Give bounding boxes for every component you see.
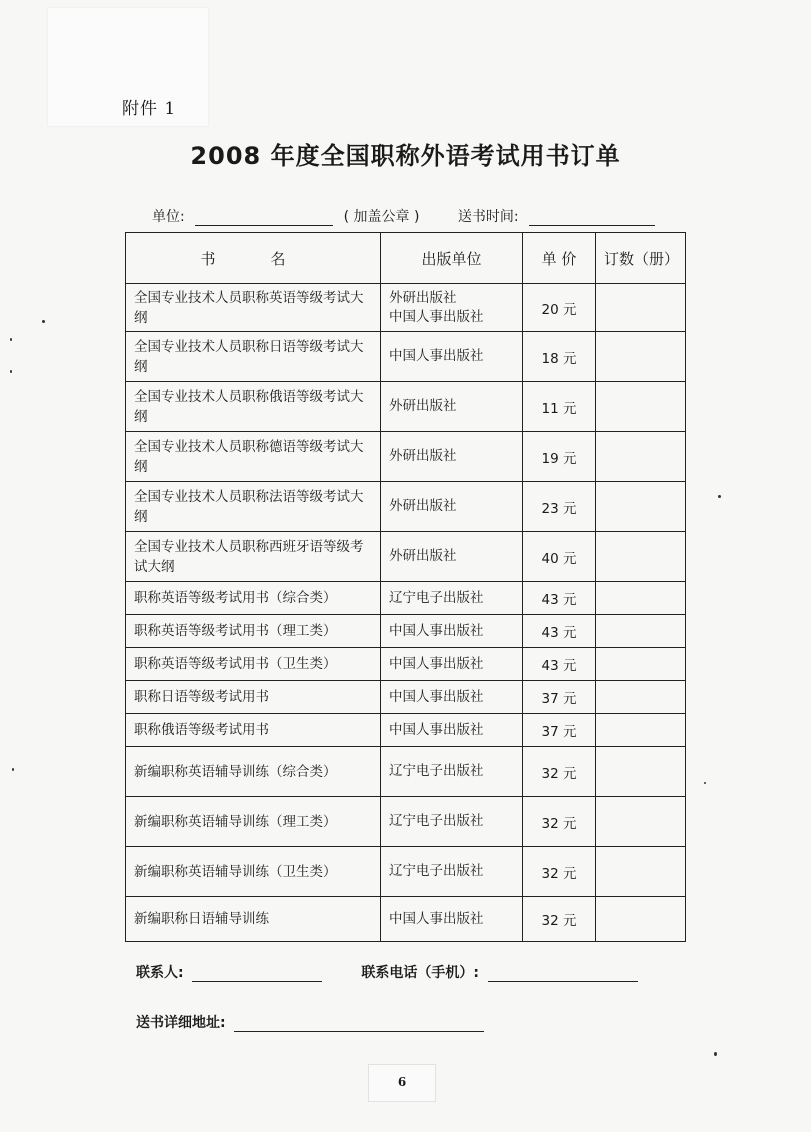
table-row xyxy=(126,615,686,648)
publisher-cell: 辽宁电子出版社 xyxy=(381,847,523,897)
table-row xyxy=(126,897,686,942)
book-name-cell: 职称俄语等级考试用书 xyxy=(126,714,381,747)
publisher-cell: 中国人事出版社 xyxy=(381,615,523,648)
book-name-cell: 职称英语等级考试用书（卫生类） xyxy=(126,648,381,681)
book-name-cell: 职称日语等级考试用书 xyxy=(126,681,381,714)
price-cell: 40 元 xyxy=(523,532,596,582)
book-name-cell: 全国专业技术人员职称德语等级考试大纲 xyxy=(126,432,381,482)
price-cell: 18 元 xyxy=(523,332,596,382)
quantity-cell[interactable] xyxy=(596,482,686,532)
scan-speck xyxy=(714,1052,717,1056)
price-cell: 23 元 xyxy=(523,482,596,532)
book-name-cell: 全国专业技术人员职称法语等级考试大纲 xyxy=(126,482,381,532)
table-row xyxy=(126,532,686,582)
publisher-cell: 外研出版社 xyxy=(381,532,523,582)
quantity-cell[interactable] xyxy=(596,847,686,897)
publisher-cell: 辽宁电子出版社 xyxy=(381,582,523,615)
address-blank[interactable] xyxy=(234,1017,484,1032)
table-row xyxy=(126,284,686,332)
phone-label: 联系电话（手机）: xyxy=(361,965,479,981)
quantity-cell[interactable] xyxy=(596,284,686,332)
book-name-cell: 新编职称英语辅导训练（理工类） xyxy=(126,797,381,847)
table-row xyxy=(126,714,686,747)
publisher-cell: 辽宁电子出版社 xyxy=(381,797,523,847)
table-row xyxy=(126,847,686,897)
table-header-row xyxy=(126,233,686,284)
quantity-cell[interactable] xyxy=(596,714,686,747)
quantity-cell[interactable] xyxy=(596,432,686,482)
order-table xyxy=(125,232,686,942)
quantity-cell[interactable] xyxy=(596,332,686,382)
quantity-cell[interactable] xyxy=(596,747,686,797)
table-row xyxy=(126,797,686,847)
page-number: 6 xyxy=(397,1075,407,1089)
price-cell: 11 元 xyxy=(523,382,596,432)
publisher-cell: 辽宁电子出版社 xyxy=(381,747,523,797)
contact-blank[interactable] xyxy=(192,967,322,982)
page-title: 2008 年度全国职称外语考试用书订单 xyxy=(190,142,621,170)
price-cell: 32 元 xyxy=(523,747,596,797)
publisher-cell: 外研出版社 xyxy=(381,482,523,532)
contact-label: 联系人: xyxy=(136,965,184,981)
unit-line xyxy=(152,206,655,226)
scan-speck xyxy=(10,338,12,341)
book-name-cell: 职称英语等级考试用书（理工类） xyxy=(126,615,381,648)
book-name-cell: 新编职称日语辅导训练 xyxy=(126,897,381,942)
address-label: 送书详细地址: xyxy=(136,1015,226,1031)
attachment-label: 附件 1 xyxy=(122,99,177,119)
publisher-cell: 中国人事出版社 xyxy=(381,681,523,714)
unit-blank[interactable] xyxy=(195,211,333,226)
book-name-cell: 职称英语等级考试用书（综合类） xyxy=(126,582,381,615)
book-name-cell: 全国专业技术人员职称俄语等级考试大纲 xyxy=(126,382,381,432)
scan-speck xyxy=(704,782,706,784)
quantity-cell[interactable] xyxy=(596,532,686,582)
quantity-cell[interactable] xyxy=(596,648,686,681)
table-row xyxy=(126,582,686,615)
table-row xyxy=(126,648,686,681)
header-publisher: 出版单位 xyxy=(381,233,523,284)
contact-line xyxy=(136,962,638,982)
publisher-cell: 中国人事出版社 xyxy=(381,332,523,382)
book-name-cell: 新编职称英语辅导训练（综合类） xyxy=(126,747,381,797)
book-name-cell: 新编职称英语辅导训练（卫生类） xyxy=(126,847,381,897)
unit-label: 单位: xyxy=(152,209,185,225)
table-row xyxy=(126,332,686,382)
table-row xyxy=(126,482,686,532)
table-row xyxy=(126,382,686,432)
delivery-time-label: 送书时间: xyxy=(457,209,519,225)
price-cell: 20 元 xyxy=(523,284,596,332)
publisher-cell: 外研出版社 中国人事出版社 xyxy=(381,284,523,332)
header-quantity: 订数（册） xyxy=(596,233,686,284)
book-name-cell: 全国专业技术人员职称日语等级考试大纲 xyxy=(126,332,381,382)
price-cell: 43 元 xyxy=(523,582,596,615)
price-cell: 19 元 xyxy=(523,432,596,482)
quantity-cell[interactable] xyxy=(596,897,686,942)
scan-speck xyxy=(42,320,45,323)
publisher-cell: 外研出版社 xyxy=(381,432,523,482)
quantity-cell[interactable] xyxy=(596,615,686,648)
seal-note: ( 加盖公章 ) xyxy=(343,209,420,225)
price-cell: 43 元 xyxy=(523,615,596,648)
publisher-cell: 中国人事出版社 xyxy=(381,714,523,747)
delivery-time-blank[interactable] xyxy=(529,211,655,226)
scan-speck xyxy=(10,370,12,373)
price-cell: 32 元 xyxy=(523,897,596,942)
table-row xyxy=(126,432,686,482)
header-book-name: 书 名 xyxy=(126,233,381,284)
quantity-cell[interactable] xyxy=(596,797,686,847)
book-name-cell: 全国专业技术人员职称英语等级考试大纲 xyxy=(126,284,381,332)
publisher-cell: 中国人事出版社 xyxy=(381,897,523,942)
price-cell: 37 元 xyxy=(523,714,596,747)
scan-speck xyxy=(12,768,14,771)
publisher-cell: 中国人事出版社 xyxy=(381,648,523,681)
price-cell: 37 元 xyxy=(523,681,596,714)
header-price: 单 价 xyxy=(523,233,596,284)
table-row xyxy=(126,747,686,797)
publisher-cell: 外研出版社 xyxy=(381,382,523,432)
quantity-cell[interactable] xyxy=(596,582,686,615)
quantity-cell[interactable] xyxy=(596,681,686,714)
phone-blank[interactable] xyxy=(488,967,638,982)
quantity-cell[interactable] xyxy=(596,382,686,432)
table-row xyxy=(126,681,686,714)
scan-speck xyxy=(718,495,721,498)
page-number-box xyxy=(368,1064,436,1102)
price-cell: 32 元 xyxy=(523,847,596,897)
price-cell: 43 元 xyxy=(523,648,596,681)
address-line xyxy=(136,1012,484,1032)
book-name-cell: 全国专业技术人员职称西班牙语等级考试大纲 xyxy=(126,532,381,582)
price-cell: 32 元 xyxy=(523,797,596,847)
